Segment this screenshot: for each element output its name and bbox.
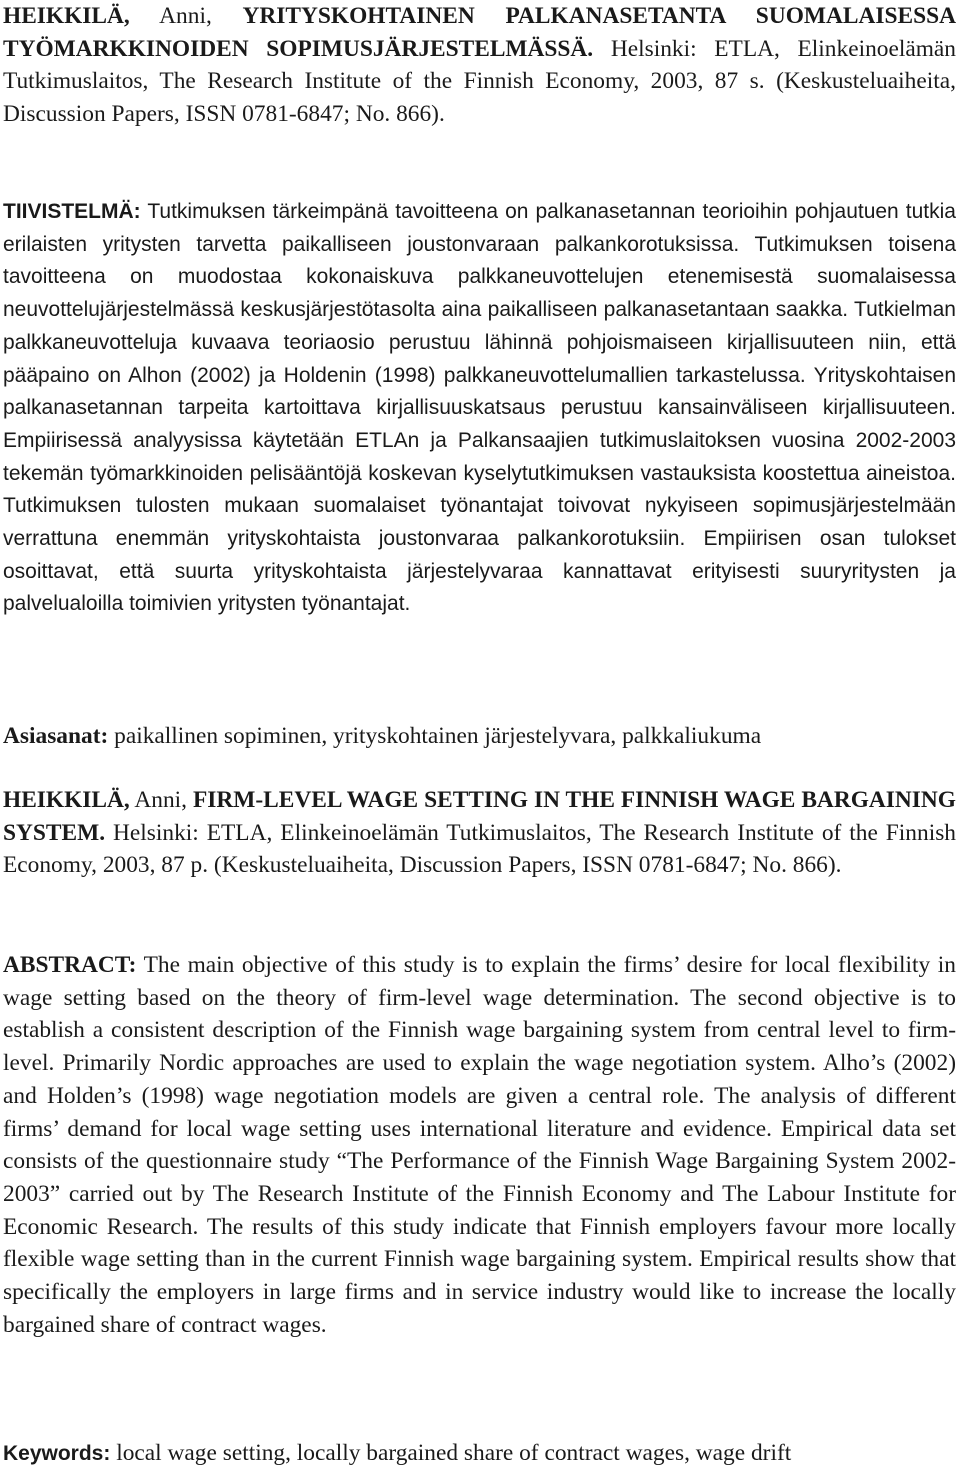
en-abstract-label: ABSTRACT: xyxy=(3,952,137,978)
en-abstract-text: The main objective of this study is to explain the firms’ desire for local flexibility in wage setting based on the theory of firm-level wage determination. The second objective is to establish a consistent description of the Finnish wage bargaining system from central level to firm-level. Primarily Nordic approaches are used to explain the wage negotiation system. Alho’s (2002) and Holden’s (1998) wage negotiation models are given a central role. The analysis of different firms’ demand for local wage setting uses international literature and evidence. Empirical data set consists of the questionnaire study “The Performance of the Finnish Wage Bargaining System 2002-2003” carried out by The Research Institute of the Finnish Economy and The Labour Institute for Economic Research. The results of this study indicate that Finnish employers favour more locally flexible wage setting than in the current Finnish wage bargaining system. Empirical results show that specifically the employers in large firms and in service industry would like to increase the locally bargained share of contract wages. xyxy=(3,952,956,1338)
finnish-abstract xyxy=(3,196,956,621)
fi-author-given: Anni, xyxy=(129,3,243,29)
fi-keywords-text: paikallinen sopiminen, yrityskohtainen järjestelyvara, palkkaliukuma xyxy=(108,723,762,749)
fi-publication: Helsinki: ETLA, Elinkeinoelämän Tutkimuslaitos, The Research Institute of the Finnish Economy, 2003, 87 s. (Keskusteluaiheita, Discussion Papers, ISSN 0781-6847; No. 866). xyxy=(3,35,956,128)
finnish-reference xyxy=(3,0,956,131)
en-title: FIRM-LEVEL WAGE SETTING IN THE FINNISH WAGE BARGAINING SYSTEM. xyxy=(3,787,956,846)
fi-author-surname: HEIKKILÄ, xyxy=(3,3,130,29)
en-author-surname: HEIKKILÄ, xyxy=(3,787,130,813)
fi-keywords-label: Asiasanat: xyxy=(3,723,109,749)
en-author-given: Anni, xyxy=(129,787,193,813)
english-keywords xyxy=(3,1437,956,1471)
en-keywords-text: local wage setting, locally bargained share of contract wages, wage drift xyxy=(110,1440,792,1466)
english-abstract xyxy=(3,949,956,1341)
en-keywords-label: Keywords: xyxy=(3,1442,111,1465)
fi-title: YRITYSKOHTAINEN PALKANASETANTA SUOMALAISESSA TYÖMARKKINOIDEN SOPIMUSJÄRJESTELMÄSSÄ. xyxy=(3,3,956,62)
english-reference xyxy=(3,784,956,882)
fi-abstract-label: TIIVISTELMÄ: xyxy=(3,200,141,223)
finnish-keywords xyxy=(3,720,956,753)
fi-abstract-text: Tutkimuksen tärkeimpänä tavoitteena on palkanasetannan teorioihin pohjautuen tutkia erilaisten yritysten tarvetta paikalliseen joustonvaraan palkankorotuksissa. Tutkimuksen toisena tavoitteena on muodostaa kokonaiskuva palkkaneuvottelujen etenemisestä suomalaisessa neuvottelujärjestelmässä keskusjärjestötasolta aina paikalliseen palkanasetantaan saakka. Tutkielman palkkaneuvotteluja kuvaava teoriaosio perustuu lähinnä pohjoismaiseen kirjallisuuteen niin, että pääpaino on Alhon (2002) ja Holdenin (1998) palkkaneuvottelumallien tarkastelussa. Yrityskohtaisen palkanasetannan tarpeita kartoittava kirjallisuuskatsaus perustuu kansainväliseen kirjallisuuteen. Empiirisessä analyysissa käytetään ETLAn ja Palkansaajien tutkimuslaitoksen vuosina 2002-2003 tekemän työmarkkinoiden pelisääntöjä koskevan kyselytutkimuksen vastauksista koostettua aineistoa. Tutkimuksen tulosten mukaan suomalaiset työnantajat toivovat nykyiseen sopimusjärjestelmään verrattuna enemmän yrityskohtaista joustonvaraa palkankorotuksiin. Empiirisen osan tulokset osoittavat, että suurta yrityskohtaista järjestelyvaraa kannattavat erityisesti suuryritysten ja palvelualoilla toimivien yritysten työnantajat. xyxy=(3,200,956,616)
en-publication: Helsinki: ETLA, Elinkeinoelämän Tutkimuslaitos, The Research Institute of the Finnish Economy, 2003, 87 p. (Keskusteluaiheita, Discussion Papers, ISSN 0781-6847; No. 866). xyxy=(3,819,956,879)
